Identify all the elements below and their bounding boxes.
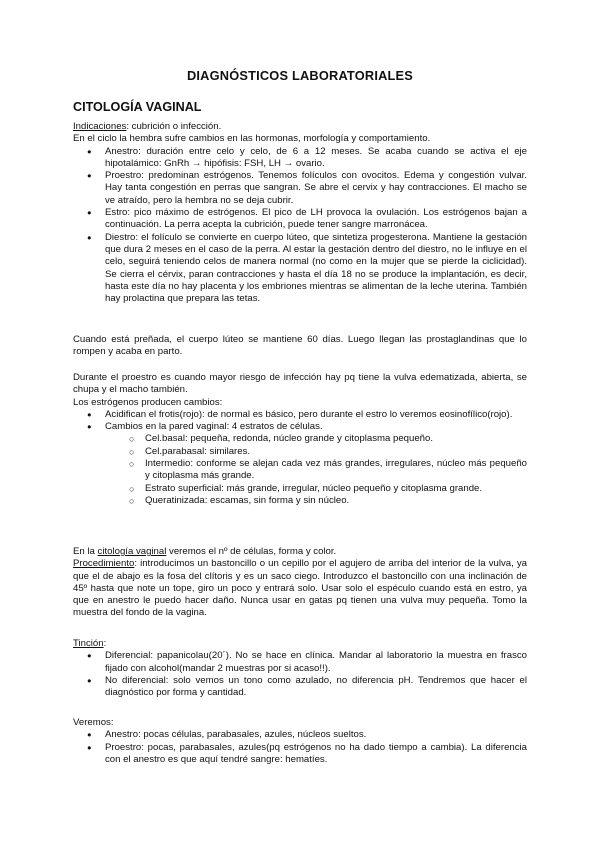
procedimiento-label: Procedimiento (73, 558, 135, 570)
tincion-heading: Tinción: (73, 638, 107, 649)
phases-list (73, 146, 527, 306)
list-item: ○ Cel.basal: pequeña, redonda, núcleo grande y citoplasma pequeño. (73, 433, 527, 445)
list-item: ● Proestro: pocas, parabasales, azules(pq estrógenos no ha dado tiempo a cambia). La diferencia con el anestro es que aquí tendré sangre: hematíes. (73, 742, 527, 767)
tincion-list (73, 650, 527, 699)
procedimiento-paragraph: Procedimiento: introducimos un bastoncillo o un cepillo por el agujero de arriba del interior de la vulva, ya que el de abajo es la fosa del clítoris y es un saco ciego. Introduzco el bastoncillo con una inclinación de 45º hasta que note un tope, giro un poco y entrará solo. Usar solo el espéculo cuando está en estro, ya que en anestro le puedo hacer daño. Nunca usar en gatas pq tienen una vulva muy pequeña. Tomo la muestra del fondo de la vagina. (73, 558, 527, 619)
veremos-block (73, 717, 527, 766)
list-item: ● Anestro: pocas células, parabasales, azules, núcleos sueltos. (73, 729, 527, 741)
intro-block (73, 121, 527, 305)
estrogenos-block (73, 372, 527, 507)
proestro-riesgo: Durante el proestro es cuando mayor riesgo de infección hay pq tiene la vulva edematizada, abierta, se chupa y el macho también. (73, 372, 527, 396)
list-item: ● Diestro: el folículo se convierte en cuerpo lúteo, que sintetiza progesterona. Mantiene la gestación que dura 2 meses en el caso de la perra. Al estar la gestación dentro del diestro, no le influye en el celo, seguirá teniendo celos de manera normal (no como en la mujer que se pierde la ciclicidad). Se cierra el cérvix, paran contracciones y hasta el día 18 no se produce la implantación, es decir, hasta este día no hay placenta y los embriones mientras se alimentan de la leche uterina. También hay prolactina que prepara las tetas. (73, 232, 527, 306)
prenada-paragraph: Cuando está preñada, el cuerpo lúteo se mantiene 60 días. Luego llegan las prostaglandinas que lo rompen y acaba en parto. (73, 334, 527, 358)
list-item: ● Acidifican el frotis(rojo): de normal es básico, pero durante el estro lo veremos eosinofílico(rojo). (73, 409, 527, 421)
tincion-label: Tinción (73, 638, 104, 649)
list-item: ○ Intermedio: conforme se alejan cada vez más grandes, irregulares, núcleo más pequeño y citoplasma más grande. (73, 458, 527, 483)
section-heading: CITOLOGÍA VAGINAL (73, 100, 202, 114)
indicaciones-line: Indicaciones: cubrición o infección. (73, 121, 222, 132)
indicaciones-label: Indicaciones (73, 121, 127, 132)
estratos-list (73, 433, 527, 507)
veremos-list (73, 729, 527, 766)
list-item: ○ Estrato superficial: más grande, irregular, núcleo pequeño y citoplasma grande. (73, 483, 527, 495)
list-item: ○ Cel.parabasal: similares. (73, 446, 527, 458)
estrogenos-intro: Los estrógenos producen cambios: (73, 396, 223, 408)
citologia-line: En la citología vaginal veremos el nº de células, forma y color. (73, 546, 337, 557)
list-item: ○ Queratinizada: escamas, sin forma y sin núcleo. (73, 495, 527, 507)
veremos-heading: Veremos: (73, 717, 114, 728)
list-item: ● Estro: pico máximo de estrógenos. El pico de LH provoca la ovulación. Los estrógenos bajan a continuación. La perra acepta la cubrición, puede tener sangre marronácea. (73, 207, 527, 232)
procedure-block (73, 546, 527, 620)
estrogenos-list (73, 409, 527, 434)
list-item: ● No diferencial: solo vemos un tono como azulado, no diferencia pH. Tendremos que hacer el diagnóstico por forma y cantidad. (73, 675, 527, 700)
citologia-link: citología vaginal (97, 546, 167, 557)
tincion-block (73, 638, 527, 699)
list-item: ● Cambios en la pared vaginal: 4 estratos de células. (73, 421, 527, 433)
list-item: ● Proestro: predominan estrógenos. Tenemos folículos con ovocitos. Edema y congestión vulvar. Hay tanta congestión en perras que sangran. Se abre el cervix y hay contracciones. El macho se ve atraído, pero la hembra no se deja cubrir. (73, 170, 527, 207)
list-item: ● Diferencial: papanicolau(20´). No se hace en clínica. Mandar al laboratorio la muestra en frasco fijado con alcohol(mandar 2 muestras por si acaso!!). (73, 650, 527, 675)
document-title: DIAGNÓSTICOS LABORATORIALES (186, 68, 414, 83)
ciclo-intro: En el ciclo la hembra sufre cambios en las hormonas, morfología y comportamiento. (73, 133, 431, 145)
list-item: ● Anestro: duración entre celo y celo, de 6 a 12 meses. Se acaba cuando se activa el eje hipotalámico: GnRh → hipófisis: FSH, LH → ovario. (73, 146, 527, 171)
